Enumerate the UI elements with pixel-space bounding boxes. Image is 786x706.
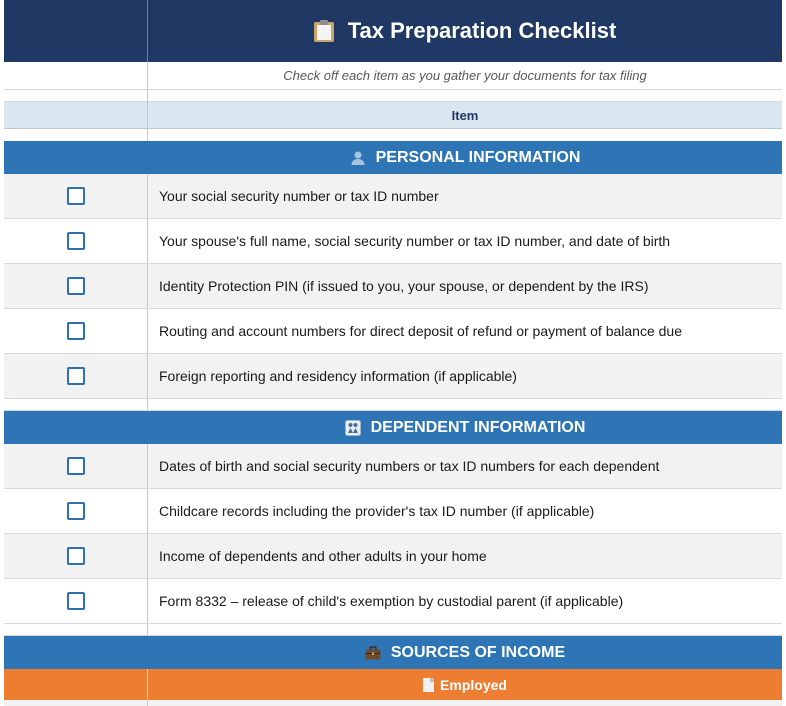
spacer-row <box>4 624 782 636</box>
spacer-cell-b[interactable] <box>148 624 782 635</box>
spacer-cell-b[interactable] <box>148 90 782 101</box>
item-text[interactable]: Form 8332 – release of child's exemption by custodial parent (if applicable) <box>159 593 624 609</box>
title-cell-a[interactable] <box>4 0 148 62</box>
section-personal <box>4 141 782 174</box>
clipboard-icon <box>314 20 334 42</box>
list-item <box>4 354 782 399</box>
spacer-cell-a[interactable] <box>4 399 148 410</box>
checkbox[interactable] <box>67 187 85 205</box>
item-text[interactable]: Your spouse's full name, social security number or tax ID number, and date of birth <box>159 233 671 249</box>
title-cell[interactable] <box>148 0 782 62</box>
list-item <box>4 534 782 579</box>
briefcase-icon <box>365 645 381 661</box>
person-icon <box>350 150 366 166</box>
list-item <box>4 309 782 354</box>
list-item <box>4 489 782 534</box>
page-subtitle: Check off each item as you gather your documents for tax filing <box>283 68 647 83</box>
page-title: Tax Preparation Checklist <box>347 18 617 43</box>
column-header-label: Item <box>451 107 479 123</box>
subtitle-cell-a[interactable] <box>4 62 148 89</box>
list-item <box>4 174 782 219</box>
checkbox[interactable] <box>67 457 85 475</box>
list-item <box>4 444 782 489</box>
section-dependent <box>4 411 782 444</box>
subtitle-row <box>4 62 782 90</box>
next-cell-a[interactable] <box>4 700 148 706</box>
family-icon <box>345 420 361 436</box>
item-text[interactable]: Identity Protection PIN (if issued to you, your spouse, or dependent by the IRS) <box>159 278 649 294</box>
column-header-row <box>4 102 782 129</box>
section-personal-cell[interactable] <box>4 141 782 174</box>
checkbox[interactable] <box>67 277 85 295</box>
spacer-row <box>4 399 782 411</box>
section-income-cell[interactable] <box>4 636 782 669</box>
item-text[interactable]: Dates of birth and social security numbers or tax ID numbers for each dependent <box>159 458 660 474</box>
checkbox[interactable] <box>67 232 85 250</box>
section-income-title: SOURCES OF INCOME <box>390 643 566 661</box>
spacer-cell-a[interactable] <box>4 624 148 635</box>
list-item <box>4 264 782 309</box>
list-item <box>4 579 782 624</box>
document-icon <box>423 678 434 692</box>
item-text[interactable]: Foreign reporting and residency information (if applicable) <box>159 368 517 384</box>
spacer-cell-b[interactable] <box>148 399 782 410</box>
subtitle-cell[interactable] <box>148 62 782 89</box>
checkbox[interactable] <box>67 367 85 385</box>
checkbox[interactable] <box>67 322 85 340</box>
subsection-employed <box>4 669 782 700</box>
checkbox[interactable] <box>67 547 85 565</box>
item-text[interactable]: Routing and account numbers for direct deposit of refund or payment of balance due <box>159 323 682 339</box>
next-row <box>4 700 782 706</box>
section-dependent-title: DEPENDENT INFORMATION <box>370 418 586 436</box>
section-income <box>4 636 782 669</box>
spacer-cell-a[interactable] <box>4 90 148 101</box>
subsection-employed-title: Employed <box>440 676 507 693</box>
title-row <box>4 0 782 62</box>
header-cell-item[interactable] <box>148 102 782 128</box>
subsection-employed-cell[interactable] <box>4 669 782 700</box>
header-cell-a[interactable] <box>4 102 148 128</box>
section-personal-title: PERSONAL INFORMATION <box>375 148 581 166</box>
checkbox[interactable] <box>67 502 85 520</box>
item-text[interactable]: Your social security number or tax ID number <box>159 188 439 204</box>
section-dependent-cell[interactable] <box>4 411 782 444</box>
spacer-row <box>4 90 782 102</box>
next-cell-b[interactable] <box>148 700 782 706</box>
list-item <box>4 219 782 264</box>
checkbox[interactable] <box>67 592 85 610</box>
item-text[interactable]: Childcare records including the provider's tax ID number (if applicable) <box>159 503 595 519</box>
item-text[interactable]: Income of dependents and other adults in your home <box>159 548 487 564</box>
